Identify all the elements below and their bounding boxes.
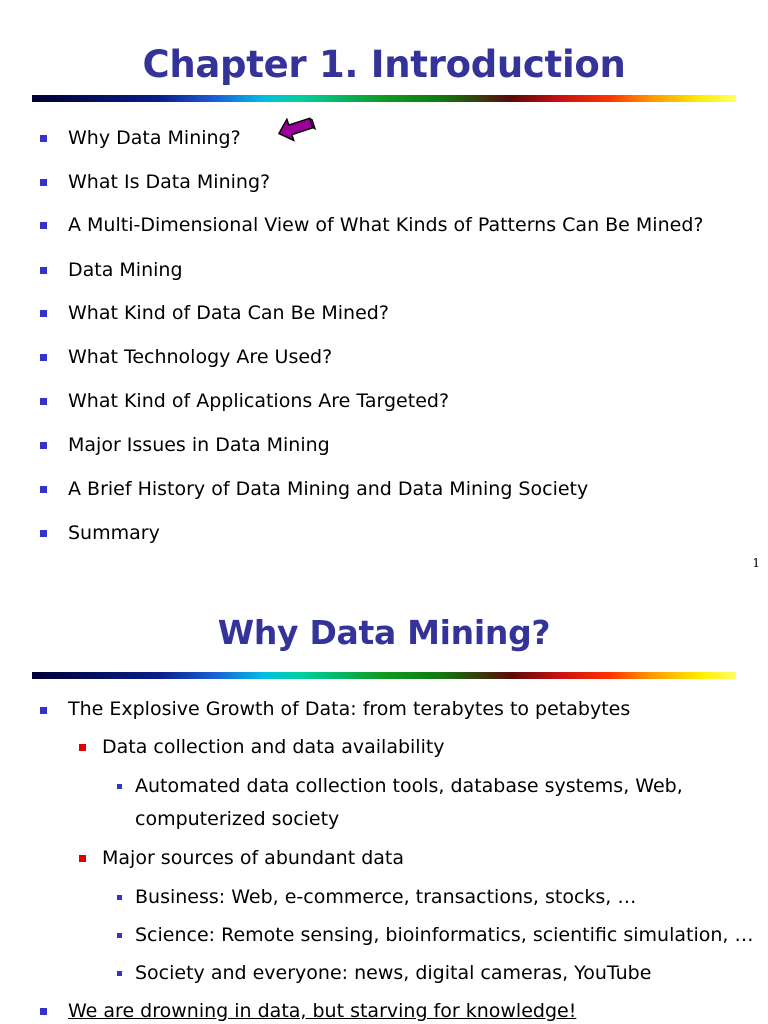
bullet-square-icon bbox=[40, 179, 47, 186]
toc-item: Major Issues in Data Mining bbox=[68, 434, 330, 456]
bullet-text: Science: Remote sensing, bioinformatics, scientific simulation, … bbox=[135, 924, 754, 946]
bullet-square-icon bbox=[40, 442, 47, 449]
bullet-text: Data collection and data availability bbox=[102, 736, 445, 758]
bullet-square-icon bbox=[40, 707, 47, 714]
bullet-square-icon bbox=[40, 486, 47, 493]
toc-item: What Kind of Data Can Be Mined? bbox=[68, 302, 389, 324]
title-divider bbox=[32, 672, 736, 679]
bullet-square-icon bbox=[40, 354, 47, 361]
bullet-square-icon bbox=[40, 222, 47, 229]
bullet-square-icon bbox=[117, 971, 122, 976]
bullet-square-icon bbox=[40, 1008, 47, 1015]
toc-item: Why Data Mining? bbox=[68, 127, 241, 149]
left-arrow-icon bbox=[276, 113, 316, 143]
toc-item: What Technology Are Used? bbox=[68, 346, 333, 368]
bullet-text-continued: computerized society bbox=[135, 808, 340, 830]
bullet-square-icon bbox=[40, 310, 47, 317]
toc-item: What Kind of Applications Are Targeted? bbox=[68, 390, 450, 412]
bullet-text: Major sources of abundant data bbox=[102, 847, 404, 869]
slide-title: Why Data Mining? bbox=[217, 613, 551, 652]
bullet-square-icon bbox=[40, 135, 47, 142]
bullet-text: Society and everyone: news, digital cameras, YouTube bbox=[135, 962, 652, 984]
bullet-text: The Explosive Growth of Data: from terabytes to petabytes bbox=[68, 698, 631, 720]
toc-item: Data Mining bbox=[68, 259, 183, 281]
slide-why-data-mining bbox=[0, 580, 768, 1024]
bullet-square-icon bbox=[79, 855, 86, 862]
slide-title: Chapter 1. Introduction bbox=[142, 43, 626, 86]
toc-item: Summary bbox=[68, 522, 160, 544]
title-divider bbox=[32, 95, 736, 102]
bullet-square-icon bbox=[79, 744, 86, 751]
bullet-text: We are drowning in data, but starving for knowledge! bbox=[68, 1000, 577, 1022]
bullet-square-icon bbox=[117, 933, 122, 938]
bullet-square-icon bbox=[40, 267, 47, 274]
page-number: 1 bbox=[752, 556, 760, 570]
bullet-square-icon bbox=[117, 895, 122, 900]
toc-item: What Is Data Mining? bbox=[68, 171, 271, 193]
toc-item: A Multi-Dimensional View of What Kinds of Patterns Can Be Mined? bbox=[68, 214, 704, 236]
bullet-square-icon bbox=[40, 398, 47, 405]
toc-item: A Brief History of Data Mining and Data Mining Society bbox=[68, 478, 589, 500]
bullet-text: Automated data collection tools, database systems, Web, bbox=[135, 775, 683, 797]
bullet-square-icon bbox=[40, 530, 47, 537]
bullet-square-icon bbox=[117, 784, 122, 789]
bullet-text: Business: Web, e-commerce, transactions, stocks, … bbox=[135, 886, 637, 908]
